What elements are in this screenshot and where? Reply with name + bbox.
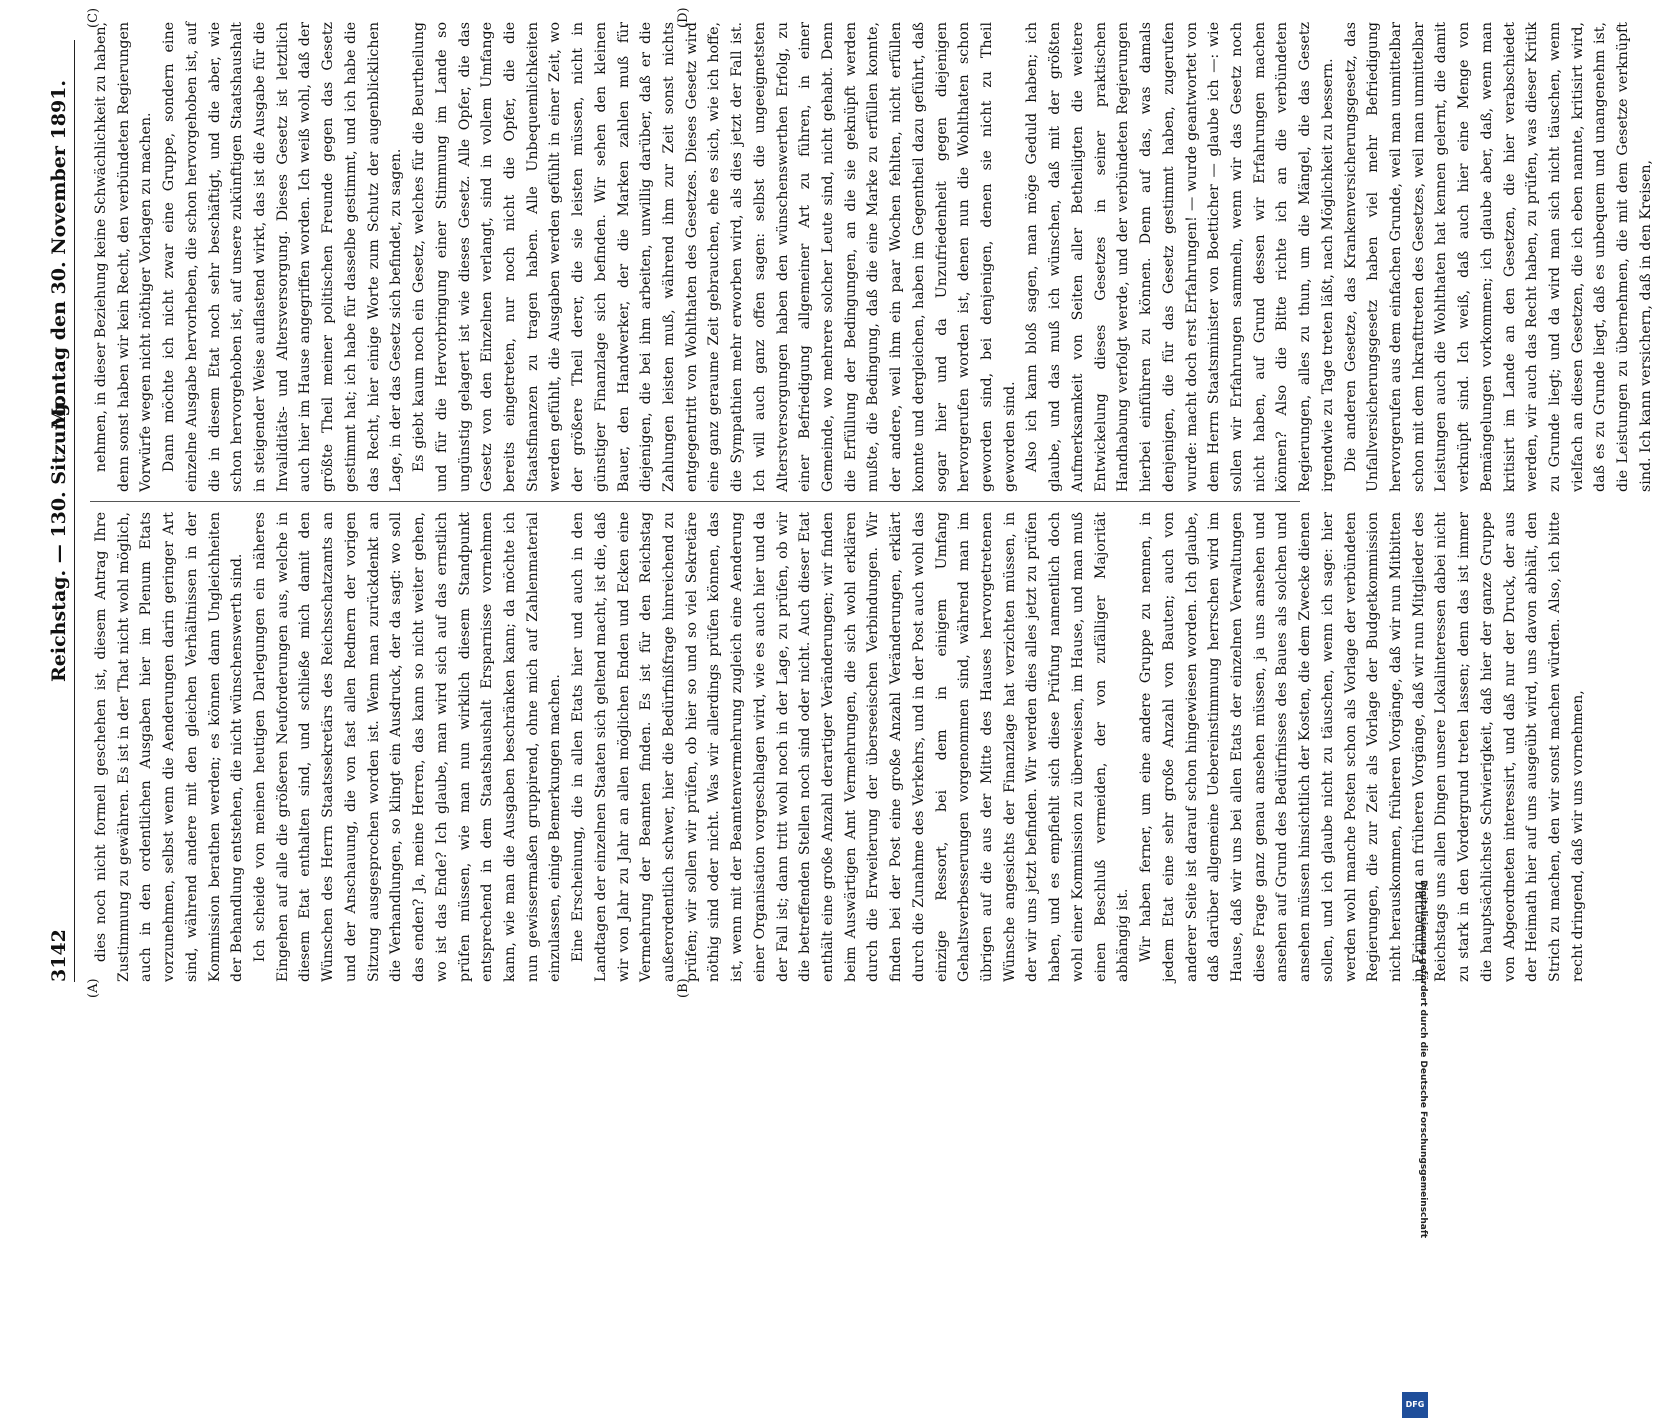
paragraph: Die anderen Gesetze, das Krankenversicherungsgesetz, das Unfallversicherungsgesetz haben viel mehr Befriedigung hervorgerufen aus dem einfachen Grunde, weil man unmittelbar schon mit dem Inkrafttreten des Gesetzes, weil man unmittelbar Leistungen auch die Wohlthaten hat kennen gelernt, die damit verknüpft sind. Ich weiß, daß auch hier eine Menge von Bemängelungen vorkommen; ich glaube aber, daß, wenn man kritisirt im Lande an den Gesetzen, die hier verabschiedet werden, wir auch das Recht haben, zu prüfen, was dieser Kritik zu Grunde liegt; und da wird man sich nicht täuschen, wenn vielfach an diesen Gesetzen, die ich eben nannte, kritisirt wird, daß es zu Grunde liegt, daß es unbequem und unangenehm ist, die Leistungen zu übernehmen, die mit dem Gesetze verknüpft sind. Ich kann versichern, daß in den Kreisen, [1342,22,1654,492]
margin-mark-d: (D) [676,7,691,28]
paragraph: Ich scheide von meinen heutigen Darlegungen ein näheres Eingehen auf alle die größeren Neuforderungen aus, welche in diesem Etat enthalten sind, und schließe mich damit den Wünschen des Herrn Staatssekretärs des Reichsschatzamts an und der Anschauung, die von fast allen Rednern der vorigen Sitzung ausgesprochen worden ist. Wenn man zurückdenkt an die Verhandlungen, so klingt ein Ausdruck, der da sagt: wo soll das enden? Ja, meine Herren, das kann so nicht weiter gehen, wo ist das Ende? Ich glaube, man wird sich auf das ernstlich prüfen müssen, wie man nun wirklich diesem Standpunkt entsprechend in dem Staatshaushalt Ersparnisse vornehmen kann, wie man die Ausgaben beschränken kann; da möchte ich nun gewissermaßen gruppirend, ohne mich auf Zahlenmaterial einzulassen, einige Bemerkungen machen. [252,512,564,982]
digitization-note: Digitalisierung gefördert durch die Deutsche Forschungsgemeinschaft [1418,880,1428,1239]
left-text-column [90,512,1586,982]
page-header [44,40,75,982]
column-divider [90,501,1300,502]
margin-mark-a: (A) [86,978,101,998]
paragraph: Es giebt kaum noch ein Gesetz, welches für die Beurtheilung und für die Hervorbringung einer Stimmung im Lande so ungünstig gelagert ist wie dieses Gesetz. Alle Opfer, die das Gesetz von den Einzelnen verlangt, sind in vollem Umfange bereits eingetreten, nur noch nicht die Opfer, die die Staatsfinanzen zu tragen haben. Alle Unbequemlichkeiten werden gefühlt, die Ausgaben werden gefühlt in einer Zeit, wo der größere Theil derer, die sie leisten müssen, nicht in günstiger Finanzlage sich befinden. Wir sehen den kleinen Bauer, den Handwerker, der die Marken zahlen muß für diejenigen, die bei ihm arbeiten, unwillig darüber, daß er die Zahlungen leisten muß, während ihm zur Zeit sonst nichts entgegentritt von Wohlthaten des Gesetzes. Dieses Gesetz wird eine ganz geraume Zeit gebrauchen, ehe es sich, wie ich hoffe, die Sympathien mehr erworben wird, als dies jetzt der Fall ist. Ich will auch ganz offen sagen: selbst die ungeeignetsten Alterstversorgungen haben den wünschenswerthen Erfolg, zu einer Befriedigung allgemeiner Art zu führen, in einer Gemeinde, wo mehrere solcher Leute sind, nicht gehabt. Denn die Erfüllung der Bedingungen, an die sie geknüpft werden mußte, die Bedingung, daß die eine Marke zu erfüllen konnte, der andere, weil ihm ein paar Wochen fehlten, nicht erfüllen konnte und dergleichen, haben im Gegentheil dazu geführt, daß sogar hier und da Unzufriedenheit gegen diejenigen hervorgerufen worden ist, denen nun die Wohlthaten schon geworden sind, bei denjenigen, denen sie nicht zu Theil geworden sind. [411,22,1018,492]
dfg-logo: DFG [1402,1392,1428,1418]
paragraph: nehmen, in dieser Beziehung keine Schwächlichkeit zu haben, denn sonst haben wir kein Recht, den verbündeten Regierungen Vorwürfe wegen nicht nöthiger Vorlagen zu machen. [93,22,155,492]
margin-mark-b: (B) [676,978,691,998]
paragraph: Wir haben ferner, um eine andere Gruppe zu nennen, in jedem Etat eine sehr große Anzahl von Bauten; auch von anderer Seite ist darauf schon hingewiesen worden. Ich glaube, daß darüber allgemeine Uebereinstimmung herrschen wird im Hause, daß wir uns bei allen Etats der einzelnen Verwaltungen diese Frage ganz genau ansehen müssen, ja uns ansehen und ansehen auf Grund des Bedürfnisses des Baues als solchen und ansehen müssen hinsichtlich der Kosten, die dem Zwecke dienen sollen, und ich glaube nicht zu täuschen, wenn ich sage: hier werden wohl manche Posten schon als Vorlage der verbündeten Regierungen, die zur Zeit als Vorlage der Budgetkommission nicht herauskommen, früheren Vorgänge, daß wir nun Mitbitten in Erinnerung an früheren Vorgänge, daß wir nun Mitglieder des Reichstags uns allen Dingen unsere Lokalinteressen dabei nicht zu stark in den Vordergrund treten lassen; denn das ist immer die hauptsächlichste Schwierigkeit, daß hier der ganze Gruppe von Abgeordneten interessirt, und daß nur der Druck, der aus der Heimath hier auf uns ausgeübt wird, uns davon abhält, den Strich zu machen, den wir sonst machen würden. Also, ich bitte recht dringend, daß wir uns vornehmen, [1138,512,1586,982]
paragraph: Also ich kann bloß sagen, man möge Geduld haben; ich glaube, und das muß ich wünschen, daß mit der größten Aufmerksamkeit von Seiten aller Betheiligten die weitere Entwickelung dieses Gesetzes in seiner praktischen Handhabung verfolgt werde, und der verbündeten Regierungen hierbei einführen zu können. Denn auf das, was damals denjenigen, die für das Gesetz gestimmt haben, zugerufen wurde: macht doch erst Erfahrungen! — wurde geantwortet von dem Herrn Staatsminister von Boetticher — glaube ich —: wie sollen wir Erfahrungen sammeln, wenn wir das Gesetz noch nicht haben, auf Grund dessen wir Erfahrungen machen können? Also die Bitte richte ich an die verbündeten Regierungen, alles zu thun, um die Mängel, die das Gesetz irgendwie zu Tage treten läßt, nach Möglichkeit zu bessern. [1024,22,1336,492]
paragraph: dies noch nicht formell geschehen ist, diesem Antrag Ihre Zustimmung zu gewähren. Es ist in der That nicht wohl möglich, auch in den ordentlichen Ausgaben hier im Plenum Etats vorzunehmen, selbst wenn die Aenderungen darin geringer Art sind, während andere mit den gleichen Verhältnissen in der Kommission berathen werden; es können dann Ungleichheiten der Behandlung entstehen, die nicht wünschenswerth sind. [93,512,246,982]
page-number: 3142 [48,929,70,982]
session-title: Reichstag. — 130. Sitzung. [48,396,70,682]
margin-mark-c: (C) [86,7,101,28]
session-date: Montag den 30. November 1891. [48,80,70,429]
right-text-column [90,22,1654,492]
paragraph: Eine Erscheinung, die in allen Etats hier und auch in den Landtagen der einzelnen Staaten sich geltend macht, ist die, daß wir von Jahr zu Jahr an allen möglichen Enden und Ecken eine Vermehrung der Beamten finden. Es ist für den Reichstag außerordentlich schwer, hier die Bedürfnißfrage hinreichend zu prüfen; wir sollen wir prüfen, ob hier so und so viel Sekretäre nöthig sind oder nicht. Was wir allerdings prüfen können, das ist, wenn mit der Beamtenvermehrung zugleich eine Aenderung einer Organisation vorgeschlagen wird, wie es auch hier und da der Fall ist; dann tritt wohl noch in der Lage, zu prüfen, ob wir die betreffenden Stellen noch sind oder nicht. Auch dieser Etat enthält eine große Anzahl derartiger Veränderungen; wir finden beim Auswärtigen Amt Vermehrungen, die sich wohl erklären durch die Erweiterung der überseeischen Verbindungen. Wir finden bei der Post eine große Anzahl Veränderungen, erklärt durch die Zunahme des Verkehrs, und in der Post auch wohl das einzige Ressort, bei dem in einigem Umfang Gehaltsverbesserungen vorgenommen sind, während man im übrigen auf die aus der Mitte des Hauses hervorgetretenen Wünsche angesichts der Finanzlage hat verzichten müssen, in der wir uns jetzt befinden. Wir werden dies alles jetzt zu prüfen haben, und es empfiehlt sich diese Prüfung namentlich doch wohl einer Kommission zu überweisen, im Hause, und man muß einen Beschluß vermeiden, der von zufälliger Majorität abhängig ist. [570,512,1132,982]
paragraph: Dann möchte ich nicht zwar eine Gruppe, sondern eine einzelne Ausgabe hervorheben, die schon hervorgehoben ist, auf die in diesem Etat noch sehr beschäftigt, und die aber, wie schon hervorgehoben ist, auf unsere zukünftigen Staatshaushalt in steigender Weise auflastend wirkt, das ist die Ausgabe für die Invaliditäts- und Altersversorgung. Dieses Gesetz ist letztlich auch hier im Hause angegriffen worden. Ich weiß wohl, daß der größte Theil meiner politischen Freunde gegen das Gesetz gestimmt hat; ich habe für dasselbe gestimmt, und ich habe die das Recht, hier einige Worte zum Schutz der augenblicklichen Lage, in der das Gesetz sich befindet, zu sagen. [161,22,405,492]
